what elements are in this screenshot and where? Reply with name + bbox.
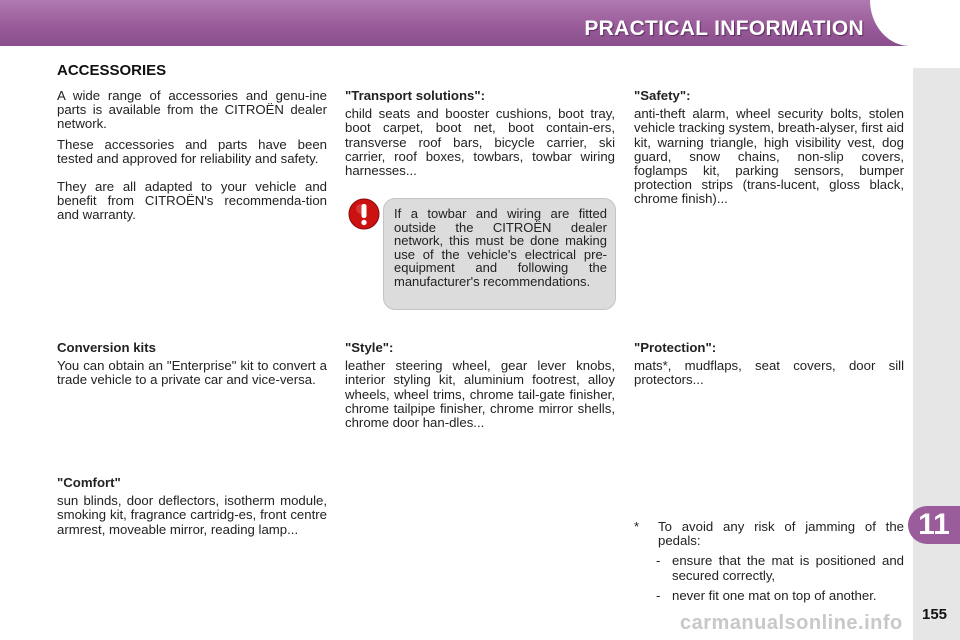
conversion-block [57, 341, 327, 394]
chapter-header-bar [0, 0, 960, 46]
bullet-dash: - [656, 553, 661, 569]
footnote-bullet-text: never fit one mat on top of another. [672, 587, 877, 603]
conversion-text: You can obtain an "Enterprise" kit to convert a trade vehicle to a private car and vice-versa. [57, 358, 327, 388]
footnote-bullet [656, 589, 904, 603]
protection-text: mats*, mudflaps, seat covers, door sill protectors... [634, 358, 904, 388]
style-block [345, 341, 615, 436]
protection-block [634, 341, 904, 394]
page-header-title: PRACTICAL INFORMATION [584, 17, 864, 40]
warning-text: If a towbar and wiring are fitted outside the CITROËN dealer network, this must be done making use of the vehicle's electrical pre-equipment and following the manufacturer's recommendations. [394, 206, 607, 289]
conversion-heading: Conversion kits [57, 340, 156, 355]
style-heading: "Style": [345, 340, 394, 355]
protection-heading: "Protection": [634, 340, 717, 355]
comfort-heading: "Comfort" [57, 475, 121, 490]
transport-text: child seats and booster cushions, boot tray, boot carpet, boot net, boot contain-ers, transverse roof bars, bicycle carrier, ski carrier, roof boxes, towbars, towbar wiring harnesses... [345, 106, 615, 179]
header-curve [870, 0, 960, 46]
page-number: 155 [922, 606, 948, 623]
intro-paragraph-2: These accessories and parts have been tested and approved for reliability and safety. [57, 136, 327, 166]
chapter-tab: 11 [908, 506, 960, 544]
footnote-asterisk: * [634, 519, 640, 534]
transport-heading: "Transport solutions": [345, 88, 485, 103]
intro-paragraph-3: They are all adapted to your vehicle and benefit from CITROËN's recommenda-tion and warranty. [57, 179, 327, 223]
transport-block [345, 89, 615, 184]
style-text: leather steering wheel, gear lever knobs, interior styling kit, aluminium footrest, alloy wheels, wheel trims, chrome tail-gate finisher, chrome tailpipe finisher, chrome mirror shells, chrome door han-dles... [345, 358, 615, 431]
footnote-bullet [656, 554, 904, 582]
section-title: ACCESSORIES [57, 62, 167, 79]
safety-heading: "Safety": [634, 88, 691, 103]
footnote [634, 520, 904, 609]
comfort-block [57, 476, 327, 543]
exclamation-icon [348, 198, 380, 230]
footnote-main [634, 520, 904, 548]
footnote-bullet-text: ensure that the mat is positioned and secured correctly, [672, 553, 904, 583]
warning-box [383, 198, 616, 310]
intro-block [57, 89, 327, 229]
watermark: carmanualsonline.info [680, 612, 903, 634]
safety-text: anti-theft alarm, wheel security bolts, stolen vehicle tracking system, breath-alyser, first aid kit, warning triangle, high visibility vest, dog guard, snow chains, non-slip covers, foglamps kit, parking sensors, bumper protection strips (trans-lucent, gloss black, chrome finish)... [634, 106, 904, 207]
safety-block [634, 89, 904, 213]
comfort-text: sun blinds, door deflectors, isotherm module, smoking kit, fragrance cartridg-es, front centre armrest, moveable mirror, reading lamp... [57, 493, 327, 537]
chapter-sidebar [913, 68, 960, 640]
intro-paragraph-1: A wide range of accessories and genu-ine parts is available from the CITROËN dealer network. [57, 88, 327, 132]
bullet-dash: - [656, 587, 661, 603]
footnote-text: To avoid any risk of jamming of the pedals: [658, 519, 904, 549]
